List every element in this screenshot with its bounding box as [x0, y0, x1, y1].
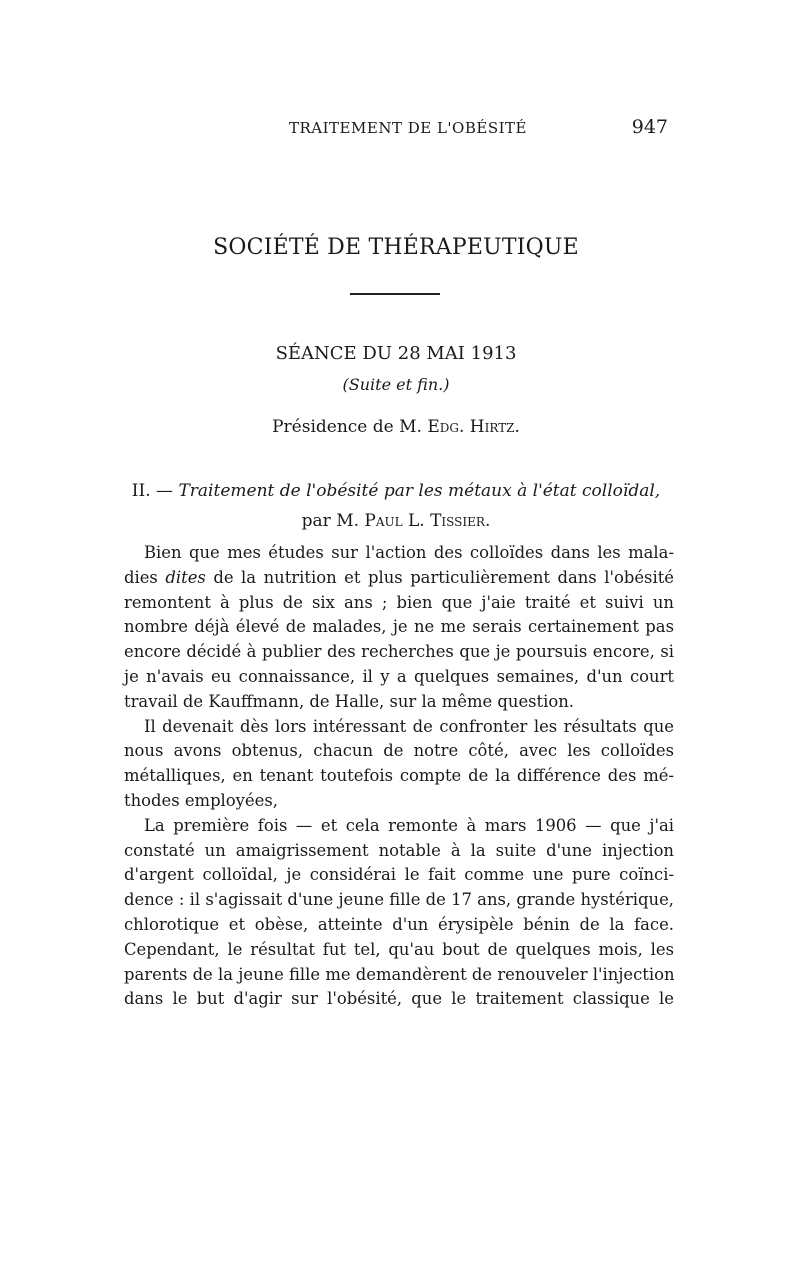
- text-line: travail de Kauffmann, de Halle, sur la même question.: [124, 691, 575, 711]
- text-line: chlorotique et obèse, atteinte d'un érysipèle bénin de la face.: [124, 914, 674, 934]
- text-line: encore décidé à publier des recherches que je poursuis encore, si: [124, 642, 674, 662]
- italic-word: dites: [165, 567, 206, 587]
- text-line: La première fois — et cela remonte à mars 1906 — que j'ai: [144, 815, 674, 835]
- article-author-line: [124, 506, 668, 536]
- running-head: [124, 116, 668, 140]
- running-head-title: TRAITEMENT DE L'OBÉSITÉ: [289, 119, 527, 137]
- text-line: Cependant, le résultat fut tel, qu'au bout de quelques mois, les: [124, 939, 674, 959]
- article-title-text: Traitement de l'obésité par les métaux à l'état colloïdal,: [178, 481, 661, 501]
- text-line: d'argent colloïdal, je considérai le fait comme une pure coïnci-: [124, 865, 674, 885]
- text-fragment: de la nutrition et plus particulièrement dans l'obésité: [205, 567, 674, 587]
- text-line: [124, 566, 674, 591]
- section-divider: [350, 293, 440, 295]
- article-title-line: [124, 476, 668, 506]
- paragraph-2: [124, 715, 674, 814]
- text-line: dence : il s'agissait d'une jeune fille de 17 ans, grande hystérique,: [124, 890, 674, 910]
- text-fragment: dies: [124, 567, 166, 587]
- article-number: II. —: [131, 481, 174, 501]
- text-line: dans le but d'agir sur l'obésité, que le traitement classique le: [124, 989, 674, 1009]
- text-line: constaté un amaigrissement notable à la suite d'une injection: [124, 840, 674, 860]
- article-by: par M.: [301, 511, 359, 531]
- text-line: Il devenait dès lors intéressant de confronter les résultats que: [144, 716, 674, 736]
- article-author-suffix: .: [484, 511, 491, 531]
- page-number: 947: [631, 116, 668, 138]
- presidence-suffix: .: [514, 417, 520, 437]
- text-line: nombre déjà élevé de malades, je ne me serais certainement pas: [124, 617, 674, 637]
- text-line: je n'avais eu connaissance, il y a quelques semaines, d'un court: [124, 666, 674, 686]
- seance-suite: (Suite et fin.): [342, 375, 450, 394]
- text-line: nous avons obtenus, chacun de notre côté, avec les colloïdes: [124, 741, 674, 761]
- text-line: parents de la jeune fille me demandèrent de renouveler l'injection: [124, 964, 675, 984]
- paragraph-3: [124, 814, 674, 1012]
- text-line: Bien que mes études sur l'action des colloïdes dans les mala-: [144, 543, 674, 562]
- text-line: métalliques, en tenant toutefois compte de la différence des mé-: [124, 766, 674, 786]
- text-line: thodes employées,: [124, 790, 278, 810]
- society-heading: SOCIÉTÉ DE THÉRAPEUTIQUE: [213, 235, 579, 260]
- article-author: Paul L. Tissier: [364, 511, 485, 531]
- seance-title: SÉANCE DU 28 MAI 1913: [275, 343, 517, 364]
- article-title: [124, 476, 668, 536]
- presidence-line: [124, 414, 668, 440]
- presidence-prefix: Présidence de M.: [272, 417, 422, 437]
- text-line: remontent à plus de six ans ; bien que j'aie traité et suivi un: [124, 592, 674, 612]
- president-name: Edg. Hirtz: [427, 417, 515, 437]
- article-body: [124, 541, 674, 1012]
- paragraph-1: [124, 541, 674, 715]
